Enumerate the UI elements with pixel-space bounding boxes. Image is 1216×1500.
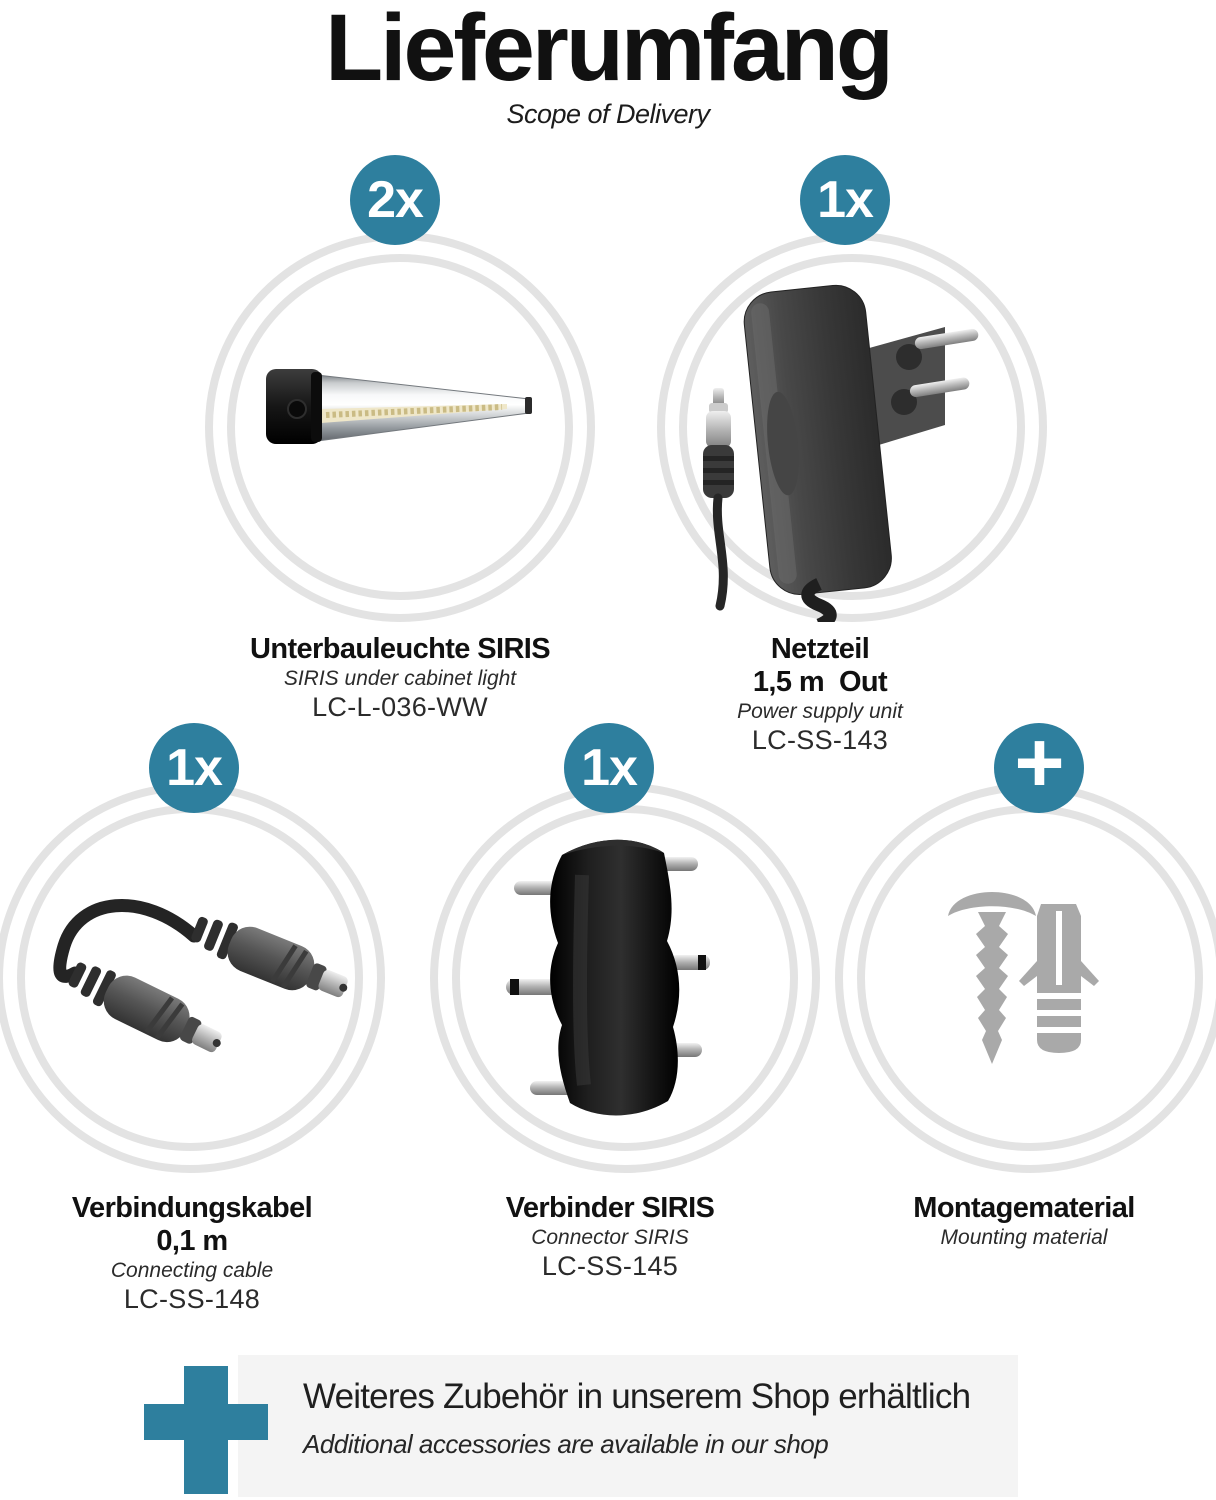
item-caption bbox=[839, 1192, 1209, 1251]
quantity-badge bbox=[800, 155, 890, 245]
item-spec: 1,5 m Out bbox=[752, 666, 888, 698]
quantity-label: 1x bbox=[817, 171, 873, 229]
mounting-material-image bbox=[835, 783, 1216, 1173]
item-sku: LC-SS-145 bbox=[541, 1251, 679, 1281]
quantity-label: 2x bbox=[367, 171, 423, 229]
banner-text-de: Weiteres Zubehör in unserem Shop erhältlich bbox=[303, 1377, 971, 1416]
accessories-banner bbox=[238, 1355, 1018, 1497]
page-title: Lieferumfang bbox=[325, 0, 891, 101]
item-sku: LC-SS-148 bbox=[123, 1284, 261, 1314]
sensor-button bbox=[288, 400, 306, 418]
item-caption bbox=[200, 633, 600, 723]
item-spec: 0,1 m bbox=[156, 1225, 228, 1257]
under-cabinet-light-image bbox=[205, 232, 595, 622]
power-supply-image bbox=[657, 232, 1047, 622]
item-name-en: Connecting cable bbox=[110, 1259, 274, 1282]
wall-plug-icon bbox=[1019, 904, 1099, 1053]
quantity-badge bbox=[149, 723, 239, 813]
adapter-body bbox=[741, 282, 894, 597]
item-sku: LC-SS-143 bbox=[751, 725, 889, 755]
barrel-connector bbox=[186, 906, 355, 1010]
connector-image bbox=[430, 783, 820, 1173]
item-name-en: SIRIS under cabinet light bbox=[283, 667, 517, 690]
quantity-badge bbox=[350, 155, 440, 245]
eu-plug bbox=[862, 327, 979, 450]
item-caption bbox=[430, 1192, 790, 1282]
quantity-label: 1x bbox=[166, 739, 222, 797]
item-name-en: Power supply unit bbox=[737, 700, 903, 723]
item-caption bbox=[620, 633, 1020, 756]
banner-text-en: Additional accessories are available in our shop bbox=[303, 1429, 829, 1459]
connecting-cable-image bbox=[0, 783, 385, 1173]
plus-icon bbox=[140, 1360, 280, 1500]
barrel-connector bbox=[63, 952, 231, 1065]
item-name: Verbinder SIRIS bbox=[505, 1192, 715, 1224]
item-name: Montagematerial bbox=[913, 1192, 1135, 1224]
quantity-label: 1x bbox=[581, 739, 637, 797]
item-name: Netzteil bbox=[770, 633, 870, 665]
item-name: Verbindungskabel bbox=[71, 1192, 313, 1224]
item-name: Unterbauleuchte SIRIS bbox=[249, 633, 550, 665]
connector-body bbox=[550, 840, 679, 1116]
item-name-en: Mounting material bbox=[940, 1226, 1108, 1249]
item-sku: LC-L-036-WW bbox=[312, 692, 488, 722]
plus-label: + bbox=[1014, 714, 1064, 811]
item-name-en: Connector SIRIS bbox=[531, 1226, 689, 1249]
item-caption bbox=[12, 1192, 372, 1315]
page-subtitle: Scope of Delivery bbox=[506, 99, 710, 129]
dc-barrel-plug bbox=[703, 388, 734, 606]
